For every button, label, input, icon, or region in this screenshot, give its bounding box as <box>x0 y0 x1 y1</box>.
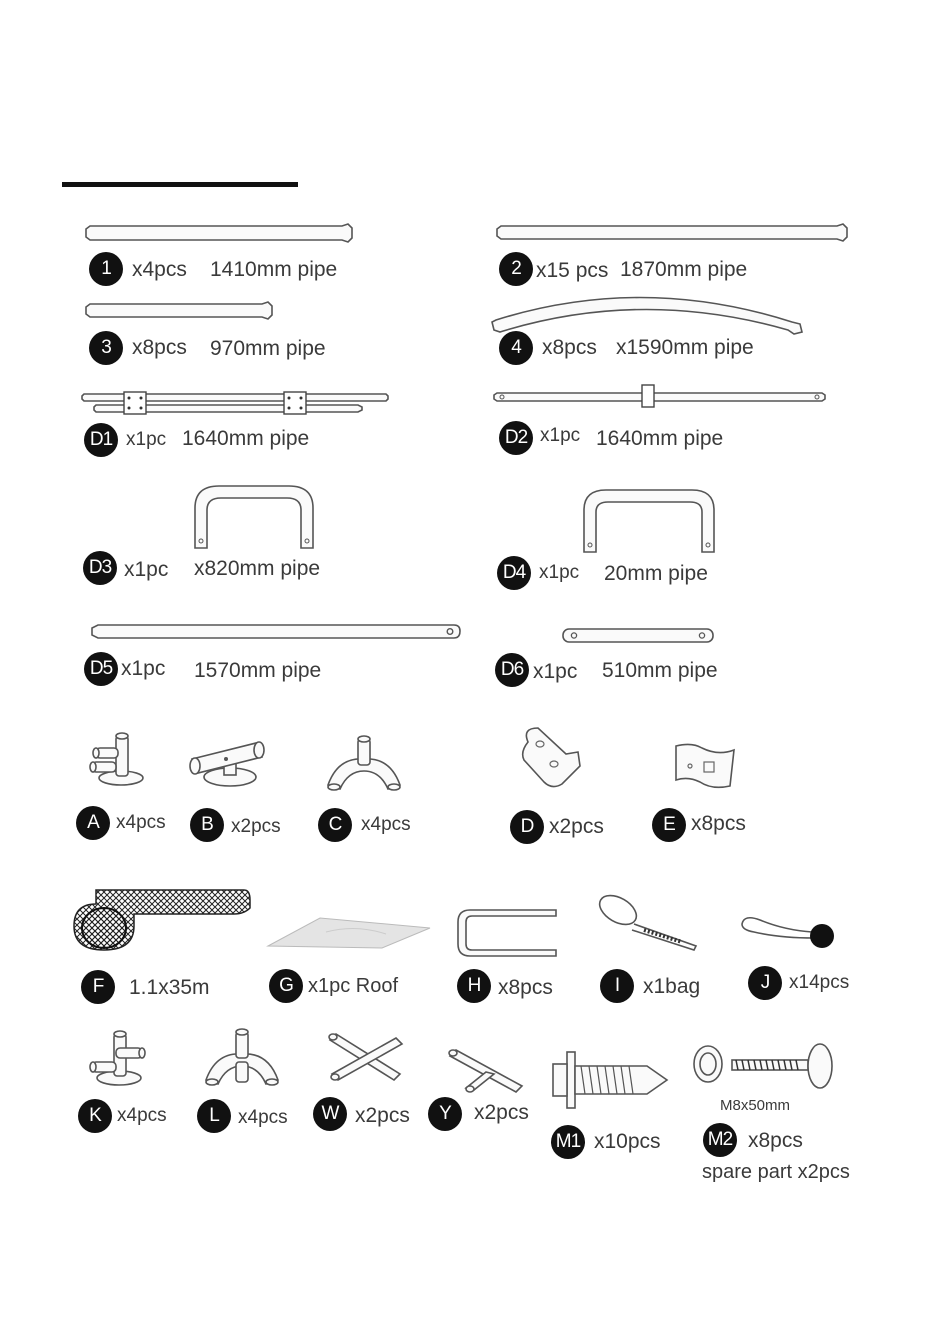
spec-m2: M8x50mm <box>720 1097 791 1114</box>
screw-m1-icon <box>551 1050 669 1110</box>
badge-4: 4 <box>499 331 533 365</box>
badge-f: F <box>81 970 115 1004</box>
badge-a: A <box>76 806 110 840</box>
qty-w: x2pcs <box>355 1104 410 1127</box>
qty-d1: x1pc <box>126 429 167 450</box>
desc-d1: 1640mm pipe <box>182 427 310 450</box>
fitting-d-bracket-icon <box>518 724 584 790</box>
desc-4: x1590mm pipe <box>616 336 754 359</box>
qty-3: x8pcs <box>132 336 187 359</box>
section-title-underline <box>62 182 298 187</box>
qty-i: x1bag <box>643 975 701 998</box>
badge-1: 1 <box>89 252 123 286</box>
badge-3: 3 <box>89 331 123 365</box>
pipe-d5-drawing <box>92 622 464 642</box>
fitting-c-icon <box>324 735 404 793</box>
bungee-ball-j-icon <box>740 912 834 956</box>
qty-k: x4pcs <box>117 1105 167 1126</box>
badge-m1: M1 <box>551 1125 585 1159</box>
qty-1: x4pcs <box>132 258 187 281</box>
pipe-d6-drawing <box>562 627 714 645</box>
badge-h: H <box>457 969 491 1003</box>
badge-l: L <box>197 1099 231 1133</box>
pipe-4-curved-drawing <box>492 286 807 336</box>
qty-d4: x1pc <box>539 562 580 583</box>
badge-d2: D2 <box>499 421 533 455</box>
qty-4: x8pcs <box>542 336 597 359</box>
roof-g-icon <box>266 914 432 950</box>
pipe-d4-u-drawing <box>582 488 716 554</box>
qty-d5: x1pc <box>121 657 166 680</box>
qty-c: x4pcs <box>361 814 411 835</box>
desc-d2: 1640mm pipe <box>596 427 724 450</box>
pipe-d2-drawing <box>494 381 830 409</box>
badge-2: 2 <box>499 252 533 286</box>
fitting-y-tee-icon <box>446 1046 524 1094</box>
desc-d3: x820mm pipe <box>194 557 321 580</box>
fitting-a-icon <box>88 730 148 790</box>
qty-b: x2pcs <box>231 816 281 837</box>
badge-d4: D4 <box>497 556 531 590</box>
badge-w: W <box>313 1097 347 1131</box>
qty-l: x4pcs <box>238 1107 288 1128</box>
qty-j: x14pcs <box>789 972 850 993</box>
desc-3: 970mm pipe <box>210 337 326 360</box>
pipe-d1-drawing <box>82 390 392 416</box>
qty-m1: x10pcs <box>594 1130 661 1153</box>
qty-g: x1pc Roof <box>308 975 399 997</box>
badge-m2: M2 <box>703 1123 737 1157</box>
qty-y: x2pcs <box>474 1101 529 1124</box>
desc-m2: spare part x2pcs <box>702 1161 850 1183</box>
bolt-m2-icon <box>692 1038 836 1098</box>
qty-e: x8pcs <box>691 812 746 835</box>
desc-1: 1410mm pipe <box>210 258 338 281</box>
badge-k: K <box>78 1099 112 1133</box>
badge-j: J <box>748 966 782 1000</box>
desc-d4: 20mm pipe <box>604 562 708 585</box>
badge-y: Y <box>428 1097 462 1131</box>
qty-a: x4pcs <box>116 812 166 833</box>
fitting-e-clip-icon <box>672 740 740 790</box>
fitting-l-icon <box>202 1026 282 1088</box>
fitting-k-icon <box>86 1026 146 1090</box>
fitting-w-cross-icon <box>326 1032 404 1082</box>
badge-d: D <box>510 810 544 844</box>
qty-2: x15 pcs <box>536 259 609 282</box>
qty-d: x2pcs <box>549 815 604 838</box>
badge-d3: D3 <box>83 551 117 585</box>
fitting-b-icon <box>186 737 272 789</box>
badge-d6: D6 <box>495 653 529 687</box>
badge-g: G <box>269 969 303 1003</box>
qty-f: 1.1x35m <box>129 976 210 999</box>
qty-h: x8pcs <box>498 976 553 999</box>
badge-e: E <box>652 808 686 842</box>
qty-m2: x8pcs <box>748 1129 803 1152</box>
cable-tie-i-icon <box>596 890 704 952</box>
qty-d6: x1pc <box>533 660 578 683</box>
qty-d3: x1pc <box>124 558 169 581</box>
badge-c: C <box>318 808 352 842</box>
badge-d5: D5 <box>84 652 118 686</box>
badge-d1: D1 <box>84 423 118 457</box>
pipe-2-drawing <box>497 223 852 243</box>
pipe-d3-u-drawing <box>193 484 317 550</box>
netting-f-icon <box>74 886 250 954</box>
desc-d5: 1570mm pipe <box>194 659 322 682</box>
stake-h-icon <box>456 908 560 958</box>
desc-d6: 510mm pipe <box>602 659 718 682</box>
badge-i: I <box>600 969 634 1003</box>
desc-2: 1870mm pipe <box>620 258 748 281</box>
pipe-1-drawing <box>86 222 356 244</box>
pipe-3-drawing <box>86 301 276 321</box>
qty-d2: x1pc <box>540 425 581 446</box>
badge-b: B <box>190 808 224 842</box>
